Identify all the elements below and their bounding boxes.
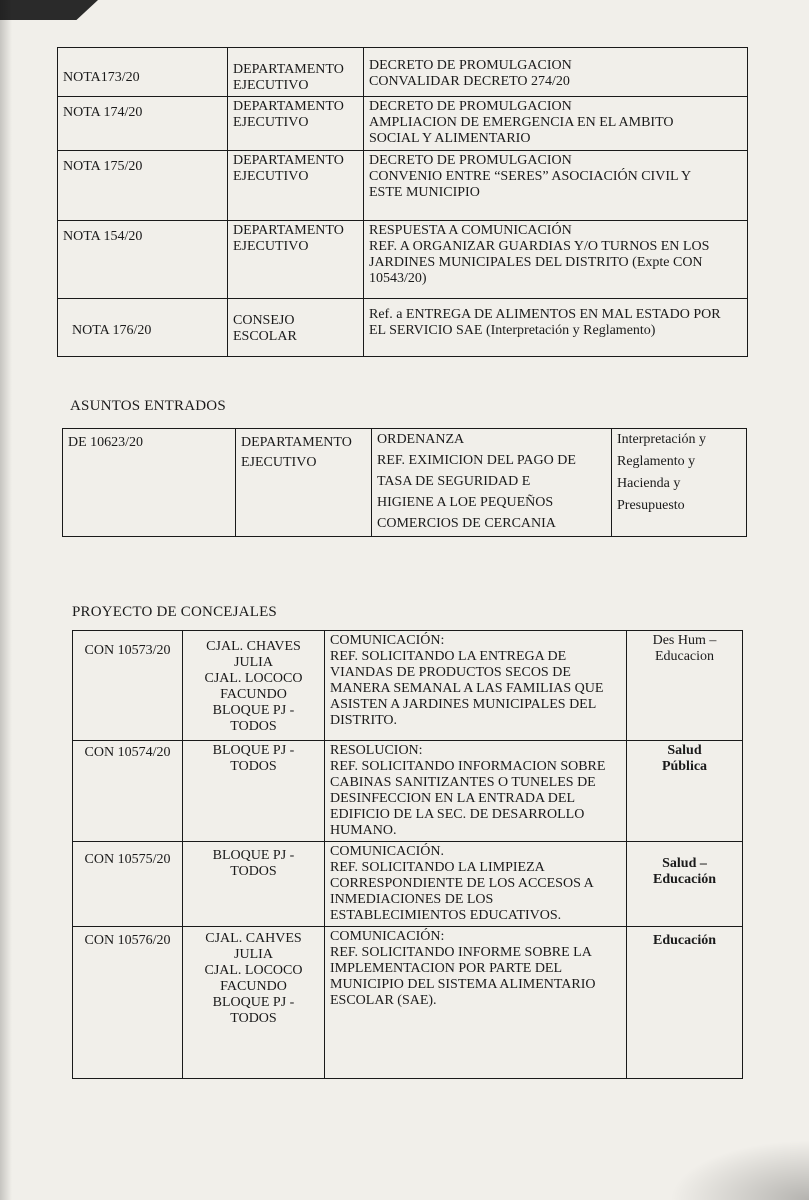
- expediente-cell: CON 10575/20: [73, 842, 183, 927]
- expediente-cell: NOTA 175/20: [58, 151, 228, 221]
- expediente-cell: CON 10574/20: [73, 741, 183, 842]
- description-cell: ORDENANZA REF. EXIMICION DEL PAGO DE TASA DE SEGURIDAD E HIGIENE A LOE PEQUEÑOS COMERCIOS DE CERCANIA: [372, 429, 612, 537]
- table-row: [58, 299, 748, 357]
- origin-cell: DEPARTAMENTO EJECUTIVO: [228, 221, 364, 299]
- origin-cell: CONSEJO ESCOLAR: [228, 299, 364, 357]
- table-row: [73, 741, 743, 842]
- proyecto-table: [72, 630, 743, 1079]
- description-cell: COMUNICACIÓN: REF. SOLICITANDO INFORME SOBRE LA IMPLEMENTACION POR PARTE DEL MUNICIPIO DEL SISTEMA ALIMENTARIO ESCOLAR (SAE).: [325, 927, 627, 1079]
- expediente-cell: DE 10623/20: [63, 429, 236, 537]
- section-title-proyecto: PROYECTO DE CONCEJALES: [72, 604, 277, 620]
- authors-cell: BLOQUE PJ - TODOS: [183, 842, 325, 927]
- description-cell: DECRETO DE PROMULGACION CONVENIO ENTRE “SERES” ASOCIACIÓN CIVIL Y ESTE MUNICIPIO: [364, 151, 748, 221]
- description-cell: DECRETO DE PROMULGACION AMPLIACION DE EMERGENCIA EN EL AMBITO SOCIAL Y ALIMENTARIO: [364, 97, 748, 151]
- commission-cell: Des Hum – Educacion: [627, 631, 743, 741]
- description-cell: DECRETO DE PROMULGACION CONVALIDAR DECRETO 274/20: [364, 48, 748, 97]
- description-cell: Ref. a ENTREGA DE ALIMENTOS EN MAL ESTADO POR EL SERVICIO SAE (Interpretación y Reglamento): [364, 299, 748, 357]
- commission-cell: Educación: [627, 927, 743, 1079]
- table-row: [58, 97, 748, 151]
- table-row: [73, 631, 743, 741]
- origin-cell: DEPARTAMENTO EJECUTIVO: [228, 97, 364, 151]
- table-row: [63, 429, 747, 537]
- table-row: [58, 48, 748, 97]
- description-cell: COMUNICACIÓN: REF. SOLICITANDO LA ENTREGA DE VIANDAS DE PRODUCTOS SECOS DE MANERA SEMANAL A LAS FAMILIAS QUE ASISTEN A JARDINES MUNICIPALES DEL DISTRITO.: [325, 631, 627, 741]
- expediente-cell: NOTA 176/20: [58, 299, 228, 357]
- description-cell: RESOLUCION: REF. SOLICITANDO INFORMACION SOBRE CABINAS SANITIZANTES O TUNELES DE DESINFECCION EN LA ENTRADA DEL EDIFICIO DE LA SEC. DE DESARROLLO HUMANO.: [325, 741, 627, 842]
- table-row: [58, 151, 748, 221]
- asuntos-table: [62, 428, 747, 537]
- commission-cell: Salud – Educación: [627, 842, 743, 927]
- description-cell: RESPUESTA A COMUNICACIÓN REF. A ORGANIZAR GUARDIAS Y/O TURNOS EN LOS JARDINES MUNICIPALES DEL DISTRITO (Expte CON 10543/20): [364, 221, 748, 299]
- description-cell: COMUNICACIÓN. REF. SOLICITANDO LA LIMPIEZA CORRESPONDIENTE DE LOS ACCESOS A INMEDIACIONES DE LOS ESTABLECIMIENTOS EDUCATIVOS.: [325, 842, 627, 927]
- section-title-asuntos: ASUNTOS ENTRADOS: [70, 398, 226, 414]
- authors-cell: CJAL. CHAVES JULIA CJAL. LOCOCO FACUNDO BLOQUE PJ - TODOS: [183, 631, 325, 741]
- commission-cell: Salud Pública: [627, 741, 743, 842]
- scan-corner-shadow: [669, 1140, 809, 1200]
- authors-cell: BLOQUE PJ - TODOS: [183, 741, 325, 842]
- expediente-cell: NOTA 174/20: [58, 97, 228, 151]
- origin-cell: DEPARTAMENTO EJECUTIVO: [228, 151, 364, 221]
- table-row: [58, 221, 748, 299]
- expediente-cell: NOTA 154/20: [58, 221, 228, 299]
- authors-cell: CJAL. CAHVES JULIA CJAL. LOCOCO FACUNDO BLOQUE PJ - TODOS: [183, 927, 325, 1079]
- notas-table: [57, 47, 748, 357]
- expediente-cell: NOTA173/20: [58, 48, 228, 97]
- table-row: [73, 842, 743, 927]
- origin-cell: DEPARTAMENTO EJECUTIVO: [228, 48, 364, 97]
- origin-cell: DEPARTAMENTO EJECUTIVO: [236, 429, 372, 537]
- scan-edge-shadow: [0, 0, 12, 1200]
- expediente-cell: CON 10573/20: [73, 631, 183, 741]
- commission-cell: Interpretación y Reglamento y Hacienda y Presupuesto: [612, 429, 747, 537]
- table-row: [73, 927, 743, 1079]
- expediente-cell: CON 10576/20: [73, 927, 183, 1079]
